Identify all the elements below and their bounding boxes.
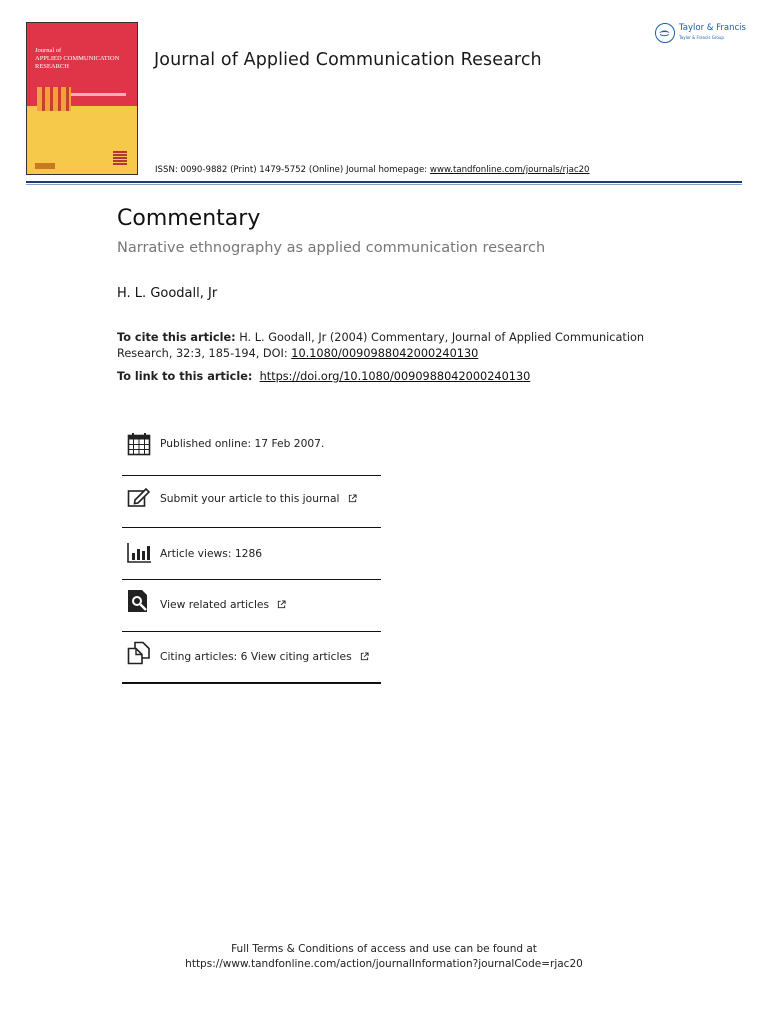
bar-chart-icon — [127, 541, 151, 565]
article-title: Narrative ethnography as applied communication research — [117, 240, 546, 256]
article-link-block — [117, 370, 530, 383]
external-link-icon — [348, 494, 357, 503]
external-link-icon — [277, 600, 286, 609]
journal-title: Journal of Applied Communication Research — [154, 50, 542, 70]
publisher-name: Taylor & Francis — [679, 23, 746, 33]
journal-cover-image — [26, 22, 138, 175]
calendar-icon — [127, 432, 151, 456]
cover-title-line: RESEARCH — [35, 63, 69, 70]
article-views-row — [122, 528, 381, 580]
citing-articles-label: Citing articles: 6 View citing articles — [160, 650, 352, 663]
issn-line — [155, 165, 590, 175]
article-link-label: To link to this article: — [117, 370, 253, 383]
published-date: Published online: 17 Feb 2007. — [160, 437, 325, 450]
header-divider — [26, 181, 742, 183]
edit-icon — [127, 485, 151, 509]
terms-text: Full Terms & Conditions of access and use can be found at — [231, 943, 537, 955]
publisher-logo — [655, 22, 749, 48]
article-author: H. L. Goodall, Jr — [117, 286, 218, 301]
journal-homepage-link[interactable]: www.tandfonline.com/journals/rjac20 — [429, 165, 590, 175]
cover-journal-mark — [113, 151, 127, 165]
submit-article-link[interactable] — [160, 492, 357, 505]
cover-title-line: Journal of — [35, 47, 62, 54]
submit-article-row[interactable] — [122, 476, 381, 528]
related-articles-row[interactable] — [122, 580, 381, 632]
publisher-logo-icon — [655, 23, 675, 43]
article-views: Article views: 1286 — [160, 547, 263, 560]
related-articles-link[interactable] — [160, 598, 286, 611]
issn-text: ISSN: 0090-9882 (Print) 1479-5752 (Online) Journal homepage: — [155, 165, 430, 175]
related-articles-label: View related articles — [160, 598, 270, 611]
citation-label: To cite this article: — [117, 331, 236, 344]
external-link-icon — [360, 652, 369, 661]
terms-footer — [0, 942, 768, 972]
citing-articles-icon — [127, 641, 151, 665]
article-type: Commentary — [117, 206, 261, 231]
cover-photo-strip — [37, 87, 71, 111]
terms-url[interactable]: https://www.tandfonline.com/action/journalInformation?journalCode=rjac20 — [185, 958, 583, 970]
citing-articles-row[interactable] — [122, 632, 381, 684]
doi-link[interactable]: 10.1080/0090988042000240130 — [291, 346, 479, 360]
published-row — [122, 423, 381, 476]
cover-subtitle-bar — [71, 93, 126, 96]
cover-title — [35, 47, 119, 71]
publisher-group: Taylor & Francis Group — [679, 35, 724, 40]
citation-block — [117, 330, 677, 361]
article-info-list — [122, 423, 381, 684]
article-doi-url[interactable]: https://doi.org/10.1080/0090988042000240130 — [259, 370, 531, 383]
search-document-icon — [127, 589, 151, 613]
cover-publisher-logo — [35, 163, 55, 169]
submit-article-label: Submit your article to this journal — [160, 492, 340, 505]
citing-articles-link[interactable] — [160, 650, 369, 663]
header-divider-thin — [26, 184, 742, 185]
citation-text: H. L. Goodall, Jr (2004) Commentary, Journal of Applied Communication Research, 32:3, 185-194, DOI: — [117, 331, 645, 360]
cover-title-line: APPLIED COMMUNICATION — [35, 55, 120, 62]
